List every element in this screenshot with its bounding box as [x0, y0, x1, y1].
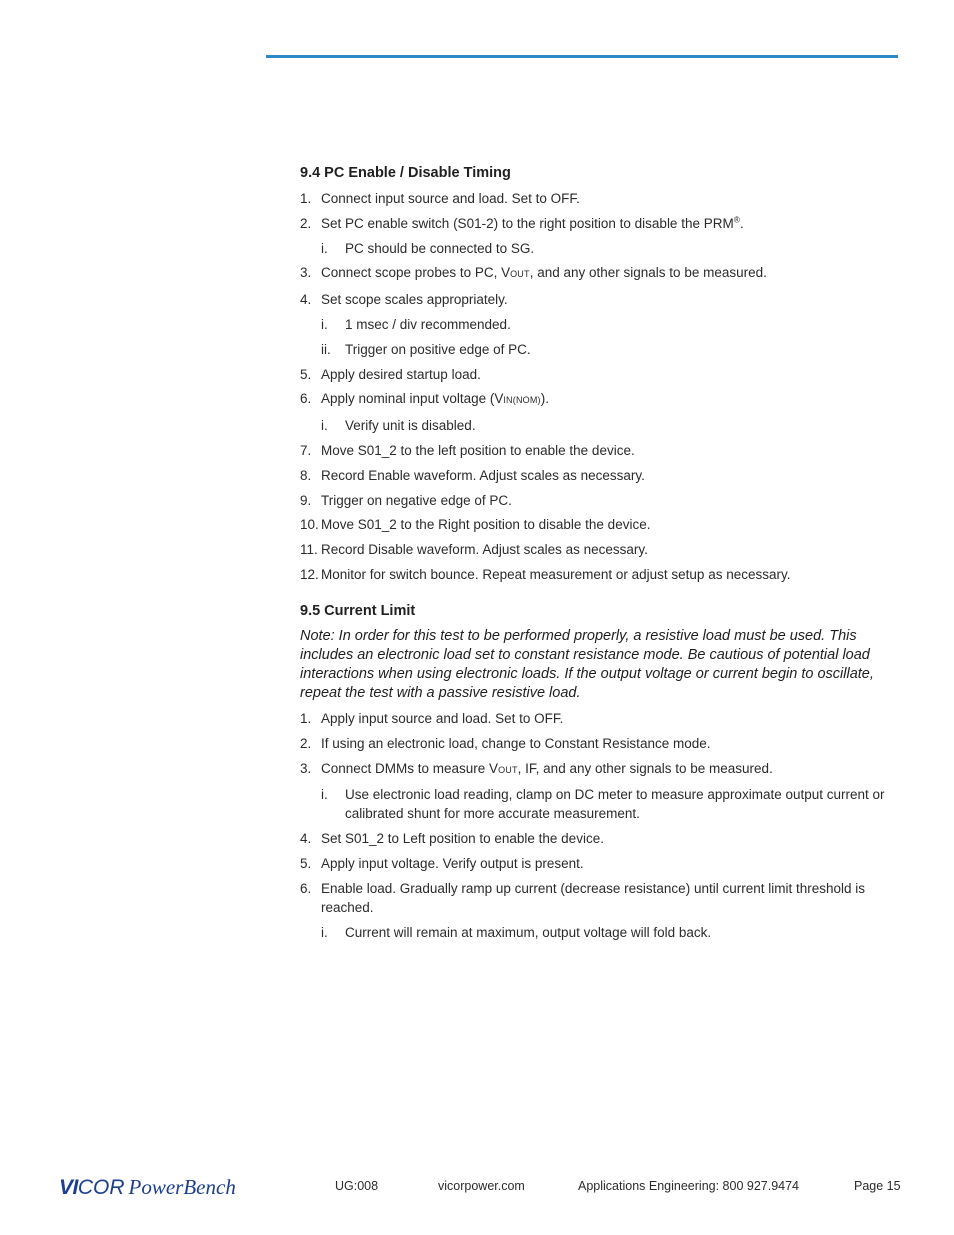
step-item: 1. Apply input source and load. Set to OFF. [300, 710, 564, 726]
step-item: 9. Trigger on negative edge of PC. [300, 492, 512, 508]
step-item: 11. Record Disable waveform. Adjust scales as necessary. [300, 542, 648, 558]
contact-info: Applications Engineering: 800 927.9474 [578, 1179, 800, 1193]
step-item: 6. Enable load. Gradually ramp up current (decrease resistance) until current limit threshold is reached. [300, 880, 866, 915]
step-item: 2. If using an electronic load, change to Constant Resistance mode. [300, 735, 711, 751]
sub-step-item: i. PC should be connected to SG. [321, 240, 535, 256]
step-item: 3. Connect scope probes to PC, VOUT, and any other signals to be measured. [300, 265, 767, 281]
sub-step-item: i. Current will remain at maximum, output voltage will fold back. [321, 924, 712, 940]
step-item: 12. Monitor for switch bounce. Repeat measurement or adjust setup as necessary. [300, 566, 791, 582]
step-item: 4. Set scope scales appropriately. [300, 292, 508, 308]
step-item: 6. Apply nominal input voltage (VIN(NOM)). [300, 391, 550, 407]
page-number: Page 15 [854, 1179, 901, 1193]
step-item: 10. Move S01_2 to the Right position to disable the device. [300, 517, 651, 533]
step-list-pc-enable [300, 189, 900, 584]
website-link[interactable]: vicorpower.com [438, 1179, 525, 1193]
section-heading-pc-enable: 9.4 PC Enable / Disable Timing [300, 165, 511, 181]
step-item: 7. Move S01_2 to the left position to enable the device. [300, 442, 635, 458]
step-item: 1. Connect input source and load. Set to OFF. [300, 191, 580, 206]
section-heading-current-limit: 9.5 Current Limit [300, 602, 416, 619]
page-footer [0, 1175, 954, 1208]
step-item: 4. Set S01_2 to Left position to enable the device. [300, 831, 604, 847]
sub-step-item: i. Use electronic load reading, clamp on DC meter to measure approximate output current or calibrated shunt for more accurate measurement. [321, 787, 885, 822]
step-item: 2. Set PC enable switch (S01-2) to the right position to disable the PRM®. [300, 214, 744, 231]
step-item: 5. Apply desired startup load. [300, 366, 481, 382]
step-item: 3. Connect DMMs to measure VOUT, IF, and any other signals to be measured. [300, 760, 773, 776]
header-rule [266, 55, 898, 58]
step-item: 8. Record Enable waveform. Adjust scales as necessary. [300, 467, 645, 483]
step-list-current-limit [300, 709, 900, 942]
sub-step-item: i. 1 msec / div recommended. [321, 316, 511, 332]
step-item: 5. Apply input voltage. Verify output is present. [300, 855, 584, 871]
main-content [300, 164, 900, 947]
sub-step-item: i. Verify unit is disabled. [321, 418, 476, 434]
note-paragraph: Note: In order for this test to be performed properly, a resistive load must be used. This includes an electronic load set to constant resistance mode. Be cautious of potential load interactions when using electronic loads. If the output voltage or current begin to oscillate, repeat the test with a passive resistive load. [300, 627, 874, 701]
doc-id: UG:008 [335, 1179, 379, 1193]
vicor-powerbench-logo: VI COR PowerBench [59, 1175, 236, 1199]
sub-step-item: ii. Trigger on positive edge of PC. [321, 341, 531, 357]
